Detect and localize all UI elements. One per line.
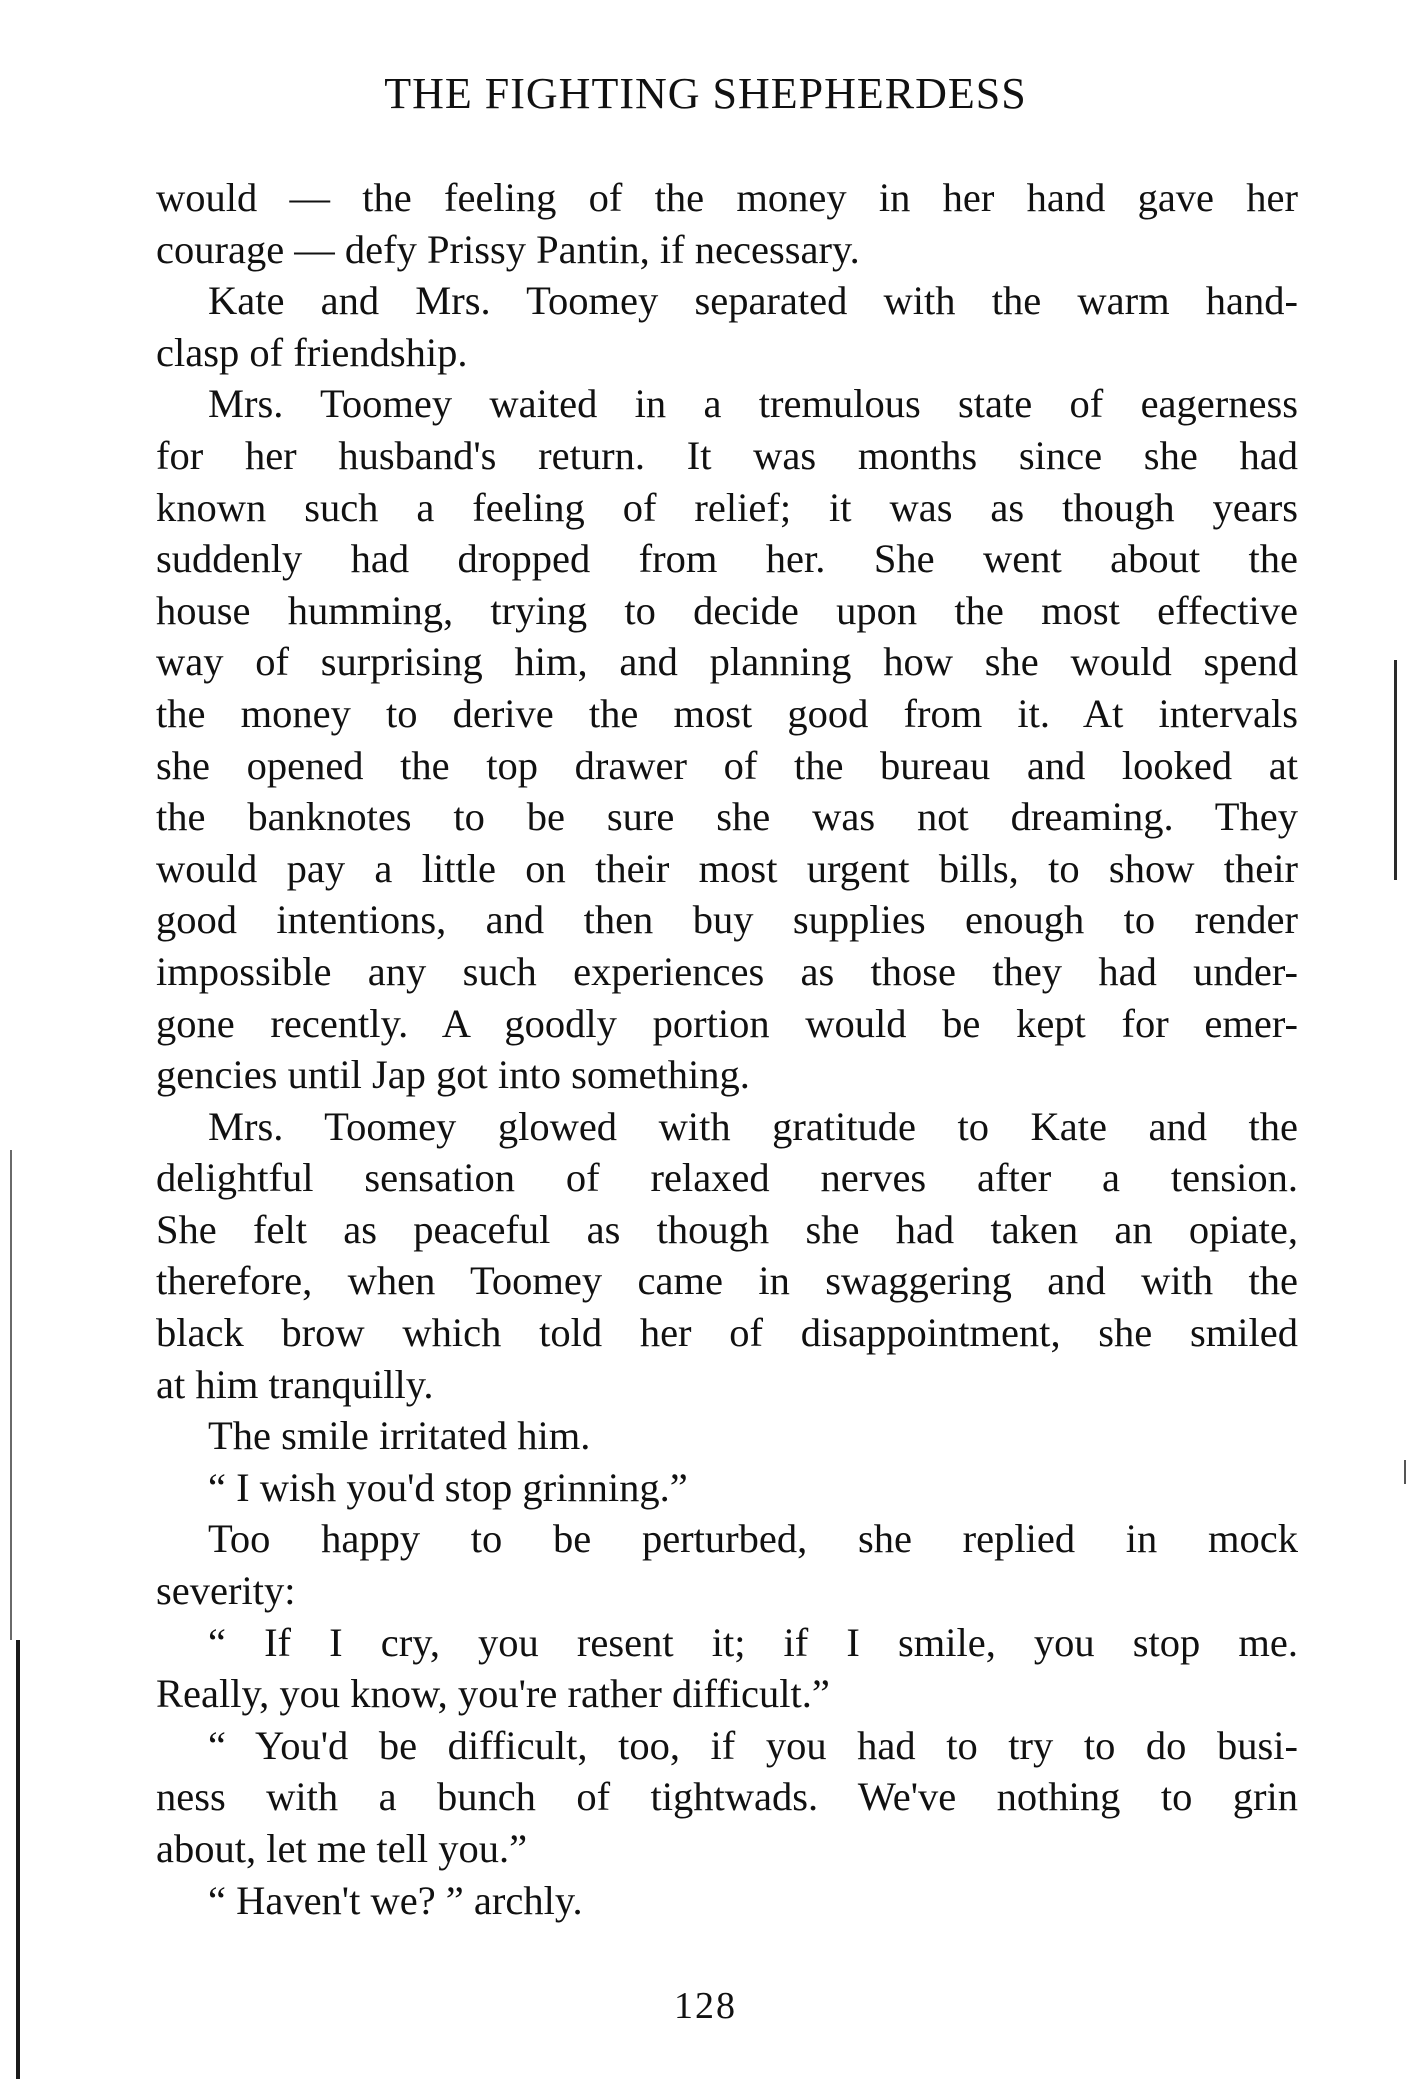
paragraph [156,1720,1298,1875]
text-line: “ If I cry, you resent it; if I smile, you stop me. [208,1619,1298,1665]
text-line: Mrs. Toomey waited in a tremulous state of eagerness [208,381,1298,427]
text-line: good intentions, and then buy supplies enough to render [156,897,1298,943]
binding-shadow [10,1150,12,1640]
text-line: “ You'd be difficult, too, if you had to try to do busi- [208,1722,1298,1768]
text-line: the money to derive the most good from it. At intervals [156,690,1298,736]
text-line: way of surprising him, and planning how she would spend [156,639,1298,685]
text-line: clasp of friendship. [156,329,468,375]
paragraph [156,172,1298,275]
text-line: Mrs. Toomey glowed with gratitude to Kate and the [208,1103,1298,1149]
text-line: known such a feeling of relief; it was as though years [156,484,1298,530]
text-line: therefore, when Toomey came in swaggering and with the [156,1258,1298,1304]
paragraph [156,275,1298,378]
text-line: gone recently. A goodly portion would be kept for emer- [156,1000,1298,1046]
paragraph [156,1101,1298,1411]
paragraph [156,1462,1298,1514]
page-number: 128 [674,1985,737,2027]
text-line: delightful sensation of relaxed nerves after a tension. [156,1155,1298,1201]
text-line: would — the feeling of the money in her hand gave her [156,175,1298,220]
text-line: Really, you know, you're rather difficult.” [156,1671,830,1717]
paragraph [156,1410,1298,1462]
text-line: the banknotes to be sure she was not dreaming. They [156,794,1298,840]
text-line: severity: [156,1568,296,1614]
text-line: would pay a little on their most urgent bills, to show their [156,845,1298,891]
text-line: She felt as peaceful as though she had taken an opiate, [156,1206,1298,1252]
margin-scan-mark [1394,660,1397,880]
paragraph [156,1513,1298,1616]
paragraph [156,1875,1298,1927]
margin-scan-mark-small [1404,1460,1406,1484]
paragraph [156,1617,1298,1720]
text-line: ness with a bunch of tightwads. We've nothing to grin [156,1774,1298,1820]
text-line: Kate and Mrs. Toomey separated with the warm hand- [208,278,1298,324]
text-line: The smile irritated him. [208,1413,591,1459]
text-line: at him tranquilly. [156,1361,434,1407]
text-line: for her husband's return. It was months since she had [156,432,1298,478]
text-line: impossible any such experiences as those they had under- [156,948,1298,994]
text-line: “ I wish you'd stop grinning.” [208,1464,688,1510]
paragraph [156,378,1298,1100]
text-line: house humming, trying to decide upon the most effective [156,587,1298,633]
text-line: black brow which told her of disappointment, she smiled [156,1310,1298,1356]
text-line: Too happy to be perturbed, she replied in mock [208,1516,1298,1562]
text-line: “ Haven't we? ” archly. [208,1877,583,1923]
text-line: she opened the top drawer of the bureau and looked at [156,742,1298,788]
body-text [156,172,1298,1926]
text-line: courage — defy Prissy Pantin, if necessary. [156,226,860,272]
text-line: gencies until Jap got into something. [156,1052,750,1098]
text-line: suddenly had dropped from her. She went about the [156,536,1298,582]
running-head: THE FIGHTING SHEPHERDESS [384,69,1027,118]
text-line: about, let me tell you.” [156,1826,528,1871]
